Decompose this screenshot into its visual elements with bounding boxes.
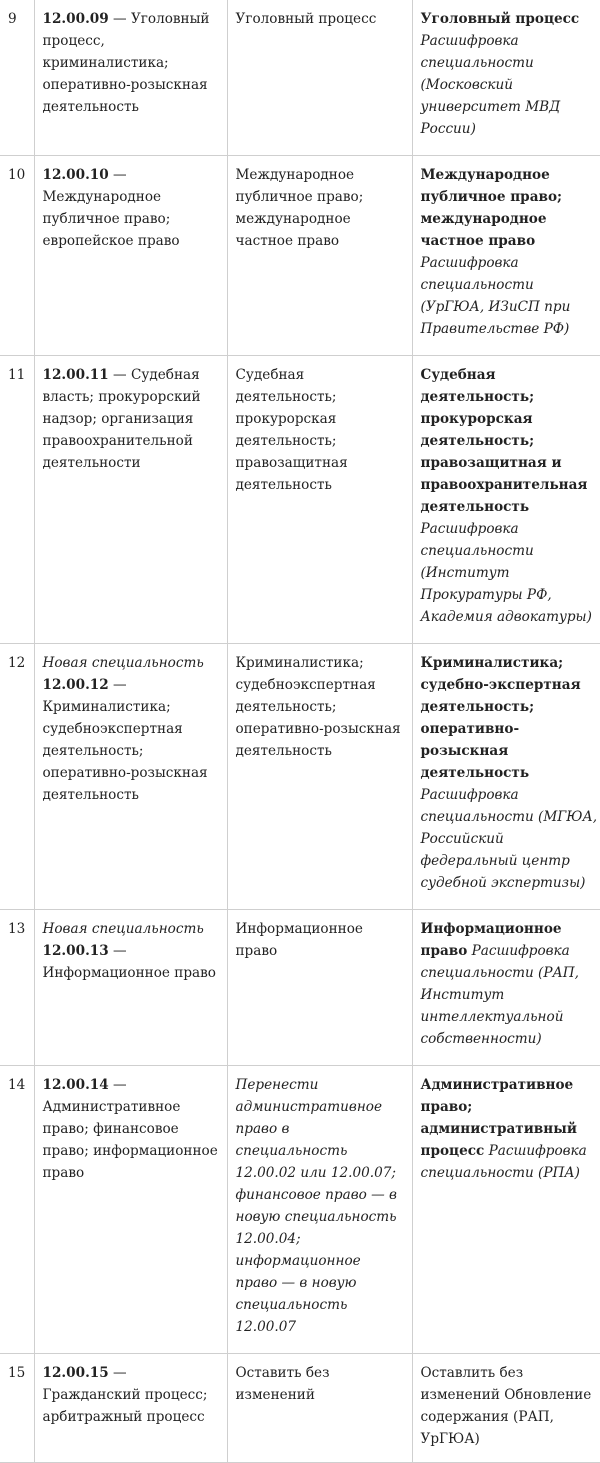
proposal-text: Оставить без изменений <box>235 1365 330 1403</box>
proposal-cell <box>227 0 412 156</box>
specialty-name: — Международное публичное право; европейское право <box>42 167 180 249</box>
proposal-cell <box>227 1066 412 1354</box>
table-row <box>0 1354 600 1463</box>
row-number: 11 <box>0 356 34 644</box>
proposal-text: Перенести административное право в специальность 12.00.02 или 12.00.07; финансовое право — в новую специальность 12.00.04; информационное право — в новую специальность 12.00.07 <box>235 1077 397 1335</box>
specialty-name: — Криминалистика; судебноэкспертная деятельность; оперативно-розыскная деятельность <box>42 677 208 803</box>
table-row <box>0 0 600 156</box>
specialty-code: 12.00.14 <box>42 1077 109 1093</box>
specialty-code: 12.00.15 <box>42 1365 109 1381</box>
table-row <box>0 910 600 1066</box>
final-note: Расшифровка специальности (Московский университет МВД России) <box>420 33 561 137</box>
proposal-cell <box>227 156 412 356</box>
current-specialty-cell <box>34 910 227 1066</box>
final-note: Расшифровка специальности (УрГЮА, ИЗиСП при Правительстве РФ) <box>420 255 571 337</box>
specialty-code: 12.00.09 <box>42 11 109 27</box>
specialty-code: 12.00.13 <box>42 943 109 959</box>
current-specialty-cell <box>34 0 227 156</box>
proposal-cell <box>227 356 412 644</box>
current-specialty-cell <box>34 356 227 644</box>
row-number: 15 <box>0 1354 34 1463</box>
proposal-cell <box>227 644 412 910</box>
specialty-code: 12.00.11 <box>42 367 109 383</box>
final-note: Расшифровка специальности (РПА) <box>420 1143 587 1181</box>
proposal-text: Международное публичное право; международное частное право <box>235 167 364 249</box>
final-cell <box>412 910 600 1066</box>
specialty-code: 12.00.12 <box>42 677 109 693</box>
proposal-text: Криминалистика; судебноэкспертная деятельность; оперативно-розыскная деятельность <box>235 655 401 759</box>
row-number: 13 <box>0 910 34 1066</box>
proposal-text: Уголовный процесс <box>235 11 377 27</box>
specialty-name: — Информационное право <box>42 943 216 981</box>
current-specialty-cell <box>34 1066 227 1354</box>
final-title: Административное право; административный процесс <box>420 1077 577 1159</box>
final-cell <box>412 0 600 156</box>
specialty-code: 12.00.10 <box>42 167 109 183</box>
final-text: Оставлить без изменений Обновление содержания (РАП, УрГЮА) <box>420 1365 592 1447</box>
row-number: 12 <box>0 644 34 910</box>
proposal-text: Судебная деятельность; прокурорская деятельность; правозащитная деятельность <box>235 367 348 493</box>
final-cell <box>412 1066 600 1354</box>
final-title: Уголовный процесс <box>420 11 580 27</box>
row-number: 9 <box>0 0 34 156</box>
specialty-name: — Уголовный процесс, криминалистика; оперативно-розыскная деятельность <box>42 11 210 115</box>
final-cell <box>412 644 600 910</box>
table-row <box>0 644 600 910</box>
final-cell <box>412 356 600 644</box>
row-number: 10 <box>0 156 34 356</box>
final-cell <box>412 156 600 356</box>
specialty-name: — Административное право; финансовое право; информационное право <box>42 1077 218 1181</box>
final-title: Международное публичное право; международное частное право <box>420 167 563 249</box>
final-note: Расшифровка специальности (РАП, Институт интеллектуальной собственности) <box>420 943 579 1047</box>
new-specialty-note: Новая специальность <box>42 921 204 937</box>
final-note: Расшифровка специальности (Институт Прокуратуры РФ, Академия адвокатуры) <box>420 521 592 625</box>
specialty-name: — Судебная власть; прокурорский надзор; организация правоохранительной деятельности <box>42 367 201 471</box>
current-specialty-cell <box>34 156 227 356</box>
final-title: Судебная деятельность; прокурорская деятельность; правозащитная и правоохранительная деятельность <box>420 367 588 515</box>
current-specialty-cell <box>34 644 227 910</box>
row-number: 14 <box>0 1066 34 1354</box>
table-row <box>0 1066 600 1354</box>
proposal-cell <box>227 910 412 1066</box>
new-specialty-note: Новая специальность <box>42 655 204 671</box>
table-row <box>0 356 600 644</box>
specialty-name: — Гражданский процесс; арбитражный процесс <box>42 1365 208 1425</box>
final-cell <box>412 1354 600 1463</box>
proposal-text: Информационное право <box>235 921 363 959</box>
proposal-cell <box>227 1354 412 1463</box>
final-note: Расшифровка специальности (МГЮА, Российский федеральный центр судебной экспертизы) <box>420 787 598 891</box>
table-row <box>0 156 600 356</box>
final-title: Информационное право <box>420 921 562 959</box>
final-title: Криминалистика; судебно-экспертная деятельность; оперативно-розыскная деятельность <box>420 655 581 781</box>
current-specialty-cell <box>34 1354 227 1463</box>
